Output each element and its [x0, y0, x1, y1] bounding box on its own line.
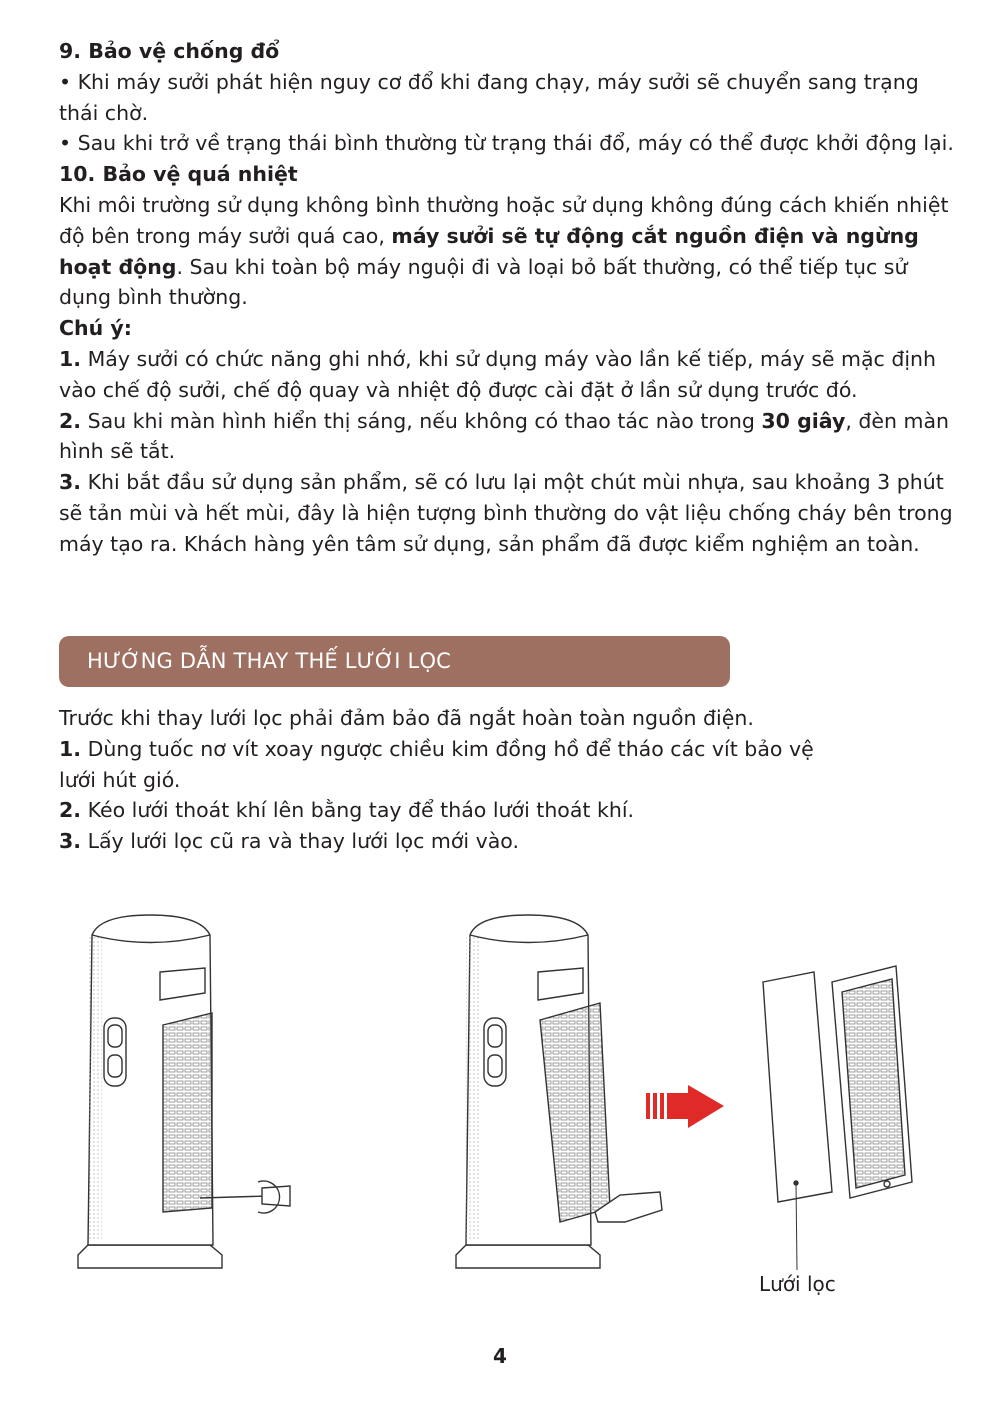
section-9-bullet-1: • Khi máy sưởi phát hiện nguy cơ đổ khi đang chạy, máy sưởi sẽ chuyển sang trạng thái chờ. [59, 69, 919, 125]
heater-with-screwdriver-icon [78, 915, 290, 1268]
step-1-number: 1. [59, 736, 82, 761]
section-10-body [59, 190, 959, 313]
section-10-bold: máy sưởi sẽ tự động cắt nguồn điện và ngừng hoạt động [59, 223, 919, 279]
step-3-number: 3. [59, 829, 82, 854]
filter-replacement-illustration [0, 880, 1000, 1320]
step-1-continued: lưới hút gió. [59, 767, 181, 792]
note-2 [59, 406, 959, 468]
section-9-bullet-2: • Sau khi trở về trạng thái bình thường từ trạng thái đổ, máy có thể được khởi động lại. [59, 131, 954, 156]
section-10-text-2: . Sau khi toàn bộ máy nguội đi và loại bỏ bất thường, có thể tiếp tục sử dụng bình thường. [59, 254, 908, 310]
section-banner [59, 636, 730, 687]
section-10-title: 10. Bảo vệ quá nhiệt [59, 162, 298, 187]
note-1-number: 1. [59, 346, 82, 371]
filter-caption: Lưới lọc [759, 1272, 836, 1296]
filter-and-grille-icon [763, 966, 912, 1270]
step-1-text: Dùng tuốc nơ vít xoay ngược chiều kim đồng hồ để tháo các vít bảo vệ [81, 736, 814, 761]
banner-title: HƯỚNG DẪN THAY THẾ LƯỚI LỌC [87, 649, 452, 673]
red-arrow-icon [646, 1085, 724, 1128]
steps-intro: Trước khi thay lưới lọc phải đảm bảo đã ngắt hoàn toàn nguồn điện. [59, 706, 754, 730]
step-3-text: Lấy lưới lọc cũ ra và thay lưới lọc mới vào. [81, 829, 519, 854]
step-2-number: 2. [59, 798, 82, 823]
note-1 [59, 344, 959, 406]
filter-steps [59, 703, 959, 857]
note-2-text-b: , đèn màn hình sẽ tắt. [59, 408, 950, 464]
note-1-text: Máy sưởi có chức năng ghi nhớ, khi sử dụng máy vào lần kế tiếp, máy sẽ mặc định vào chế độ sưởi, chế độ quay và nhiệt độ được cài đặt ở lần sử dụng trước đó. [59, 346, 937, 402]
note-3 [59, 467, 959, 559]
step-1 [59, 734, 959, 765]
note-2-bold: 30 giây [761, 408, 846, 433]
page-number: 4 [493, 1344, 507, 1368]
note-2-number: 2. [59, 408, 82, 433]
step-3 [59, 826, 959, 857]
notes-title: Chú ý: [59, 316, 132, 341]
note-3-text: Khi bắt đầu sử dụng sản phẩm, sẽ có lưu lại một chút mùi nhựa, sau khoảng 3 phút sẽ tản mùi và hết mùi, đây là hiện tượng bình thường do vật liệu chống cháy bên trong máy tạo ra. Khách hàng yên tâm sử dụng, sản phẩm đã được kiểm nghiệm an toàn. [59, 470, 953, 556]
section-10-text-1: Khi môi trường sử dụng không bình thường hoặc sử dụng không đúng cách khiến nhiệt độ bên trong máy sưởi quá cao, [59, 192, 949, 248]
section-9-title: 9. Bảo vệ chống đổ [59, 39, 280, 63]
step-2-text: Kéo lưới thoát khí lên bằng tay để tháo lưới thoát khí. [81, 798, 635, 823]
heater-removing-grille-icon [456, 915, 662, 1268]
body-text-top [59, 36, 959, 560]
note-3-number: 3. [59, 470, 82, 495]
note-2-text-a: Sau khi màn hình hiển thị sáng, nếu không có thao tác nào trong [81, 408, 762, 433]
step-2 [59, 795, 959, 826]
